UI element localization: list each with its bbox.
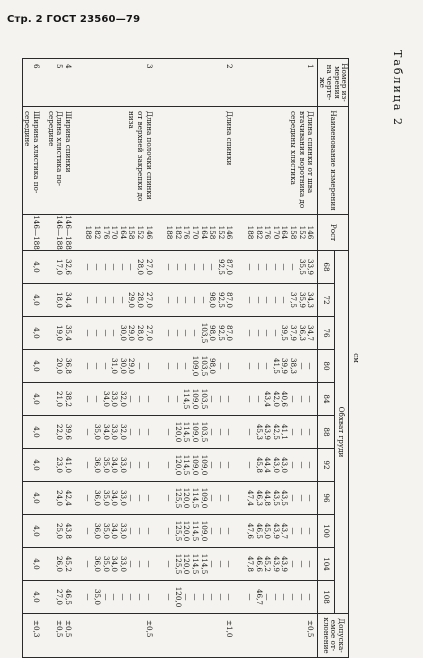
cell-value: 4,0 [32,525,42,537]
cell-value: — — — — — — 46,7 — [246,588,316,605]
col-name-cells [22,107,317,215]
cell-value: — — — 109,0 114,5 120,0 125,5 — [165,487,235,509]
unit-label: см [349,59,362,658]
cell-value: 46,5 27,0 [55,588,73,605]
cell-value: 146—188 146—188 [55,215,73,250]
cell-value: — — — 33,0 34,0 35,0 36,0 — [84,522,154,539]
cell-value: — — — 43,9 43,9 45,2 46,6 47,8 [246,555,316,572]
cell-value: — — 98,0 103,5 109,0 — — — [165,355,235,377]
cell-value: 2 [225,64,235,69]
cell-value: 4,0 [32,459,42,471]
col-group-header: Обхват груди [334,251,349,614]
girth-cells [22,581,317,614]
col-num-cells [22,59,317,107]
cell-value: — — — 43,0 43,0 44,4 45,8 — [246,456,316,473]
cell-value: 87,0 92,5 98,0 103,5 — — — — [165,322,235,344]
cell-value: — — — 114,5 114,5 120,0 125,5 — [165,553,235,575]
girth-cells [22,449,317,482]
cell-value: 4,0 [32,393,42,405]
girth-cells [22,317,317,350]
girth-header: 84 [318,383,335,416]
girth-cells [22,251,317,284]
cell-value: 4,0 [32,426,42,438]
cell-value: 87,0 92,5 98,0 — — — — — [165,291,235,308]
girth-header: 104 [318,548,335,581]
girth-header: 92 [318,449,335,482]
rotated-table-frame [23,58,362,654]
cell-value: ±0,5 [306,620,316,638]
cell-value: 41,0 23,0 [55,456,73,473]
girth-header: 80 [318,350,335,383]
col-tolerance-cells [22,614,317,658]
cell-value: 33,9 35,5 — — — — — — [246,258,316,275]
girth-header: 72 [318,284,335,317]
cell-value: ±0,5 [144,620,154,638]
cell-value: — — — 43,7 43,9 45,0 46,5 47,6 [246,522,316,539]
girth-header: 100 [318,515,335,548]
cell-value: 146 152 158 164 170 176 182 188 [84,225,154,240]
cell-value: Длина полочки спинки от верхней закрепки до низа [127,111,154,202]
cell-value: 4,0 [32,492,42,504]
cell-value: 146 152 158 164 170 176 182 188 [165,225,235,240]
cell-value: 4 5 [55,64,73,69]
cell-value: 34,4 18,0 [55,291,73,308]
girth-cells [22,482,317,515]
girth-header: 96 [318,482,335,515]
cell-value: — — — 109,0 114,5 120,0 125,5 — [165,520,235,542]
girth-cells [22,284,317,317]
cell-value: 4,0 [32,591,42,603]
cell-value: 1 [306,64,316,69]
cell-value: Длина спинки от шва втачивания воротника до середины хлястика [289,111,316,209]
girth-cells [22,515,317,548]
girth-cells [22,350,317,383]
cell-value: — — — 103,5 109,0 114,5 — — [165,388,235,410]
cell-value: Ширина хлястика по- середине [23,111,42,194]
girth-header: 76 [318,317,335,350]
col-name-header: Наименование измерения [318,107,349,215]
cell-value: 6 [32,64,42,69]
cell-value: — — — 33,0 34,0 35,0 36,0 — [84,489,154,506]
cell-value: ±0,3 [32,620,42,638]
cell-value: 146 152 158 164 170 176 182 188 [246,225,316,240]
cell-value: 34,7 36,3 37,9 39,5 — — — — [246,324,316,341]
cell-value: Ширина спинки Длина хлястика по- середине [46,111,73,187]
cell-value: 36,8 20,0 [55,357,73,374]
cell-value: 87,0 92,5 — — — — — — [165,258,235,275]
cell-value: 34,3 35,9 37,5 — — — — — [246,291,316,308]
col-num-header: Номер из- мерения на черте- же [318,59,349,107]
cell-value: — — — 32,0 33,0 34,0 — — [84,390,154,407]
cell-value: 4,0 [32,294,42,306]
cell-value: — — — 40,6 42,0 43,4 — — [246,390,316,407]
cell-value: 43,8 25,0 [55,522,73,539]
cell-value: 27,0 28,0 — — — — — — [84,258,154,275]
measurements-table [22,58,362,658]
cell-value: ±1,0 [225,620,235,638]
cell-value: Длина спинки [225,111,235,166]
girth-cells [22,416,317,449]
cell-value: — — — 43,5 43,5 44,8 46,3 47,4 [246,489,316,506]
cell-value: — — — 33,0 34,0 35,0 36,0 — [84,456,154,473]
cell-value: 35,4 19,0 [55,324,73,341]
cell-value: 27,0 28,0 29,0 30,0 — — — — [84,324,154,341]
cell-value: — — — 103,5 109,0 114,5 120,0 — [165,421,235,443]
cell-value: — — — 33,0 34,0 35,0 36,0 — [84,555,154,572]
cell-value: — — 29,0 30,0 31,0 — — — [84,357,154,374]
col-tolerance-header: Допуска- емое от- клонение [318,614,349,658]
cell-value: — — 38,3 39,9 41,5 — — — [246,357,316,374]
girth-cells [22,383,317,416]
cell-value: 4,0 [32,360,42,372]
girth-header: 88 [318,416,335,449]
cell-value: 4,0 [32,558,42,570]
cell-value: 4,0 [32,327,42,339]
girth-header: 68 [318,251,335,284]
cell-value: ±0,5 ±0,5 [55,620,73,638]
cell-value: 38,2 21,0 [55,390,73,407]
cell-value: 4,0 [32,261,42,273]
girth-cells [22,548,317,581]
cell-value: 27,0 28,0 29,0 — — — — — [84,291,154,308]
col-rost-cells [22,215,317,251]
cell-value: — — — 32,0 33,0 34,0 35,0 — [84,423,154,440]
cell-value: 42,4 24,0 [55,489,73,506]
cell-value: 32,6 17,0 [55,258,73,275]
cell-value: — — — 109,0 109,0 114,5 120,0 — [165,454,235,476]
cell-value: — — — — — — 35,0 — [84,588,154,605]
cell-value: 45,2 26,0 [55,555,73,572]
page-header: Стр. 2 ГОСТ 23560—79 [7,14,141,25]
col-rost-header: Рост [318,215,349,251]
table-title: Таблица 2 [391,50,404,127]
cell-value: 3 [144,64,154,69]
girth-header: 108 [318,581,335,614]
cell-value: — — — 41,1 42,5 43,9 45,3 — [246,423,316,440]
cell-value: 39,6 22,0 [55,423,73,440]
cell-value: 146—188 [32,215,42,250]
cell-value: — — — — — — 120,0 — [165,586,235,608]
